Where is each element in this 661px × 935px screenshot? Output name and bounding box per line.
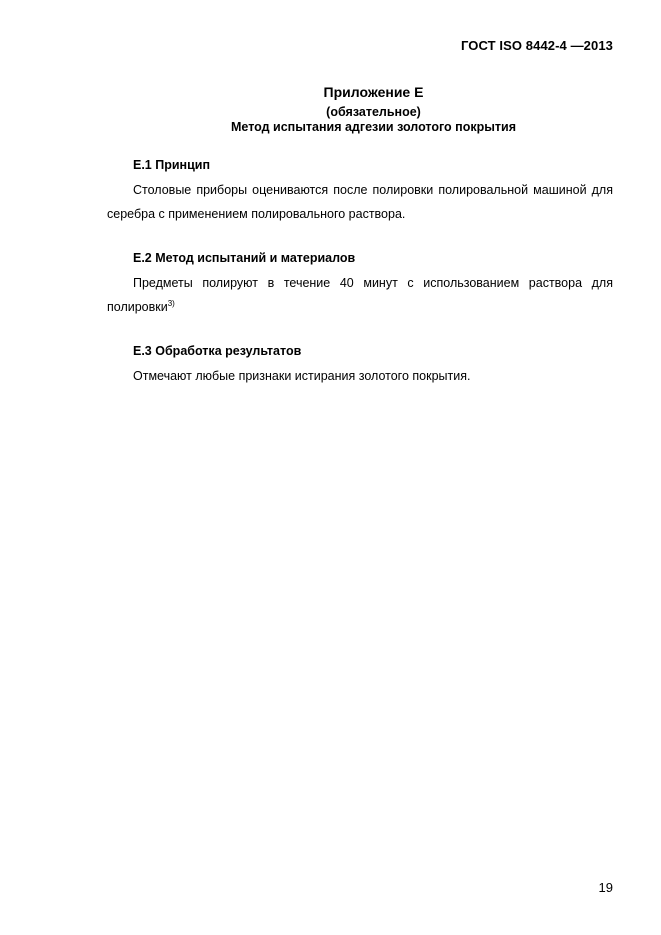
section-heading: Е.3 Обработка результатов: [133, 344, 302, 358]
section-e1: [107, 156, 613, 226]
annex-title: Приложение Е: [323, 84, 424, 100]
page-number: 19: [598, 880, 613, 895]
section-text-body: Предметы полируют в течение 40 минут с использованием раствора для полировки: [107, 276, 613, 314]
section-text: Отмечают любые признаки истирания золотого покрытия.: [133, 369, 471, 383]
annex-status: (обязательное): [326, 105, 421, 119]
section-e3: [107, 342, 613, 388]
section-heading: Е.2 Метод испытаний и материалов: [133, 251, 356, 265]
section-heading: Е.1 Принцип: [133, 158, 211, 172]
section-e2: [107, 249, 613, 319]
annex-heading: [218, 84, 529, 135]
footnote-ref: 3): [167, 298, 175, 308]
annex-subtitle: Метод испытания адгезии золотого покрытия: [231, 120, 516, 134]
section-text: Столовые приборы оцениваются после полировки полировальной машиной для серебра с применением полировального раствора.: [107, 183, 613, 221]
section-text: [107, 271, 613, 319]
document-code: ГОСТ ISO 8442-4 —2013: [460, 38, 613, 53]
